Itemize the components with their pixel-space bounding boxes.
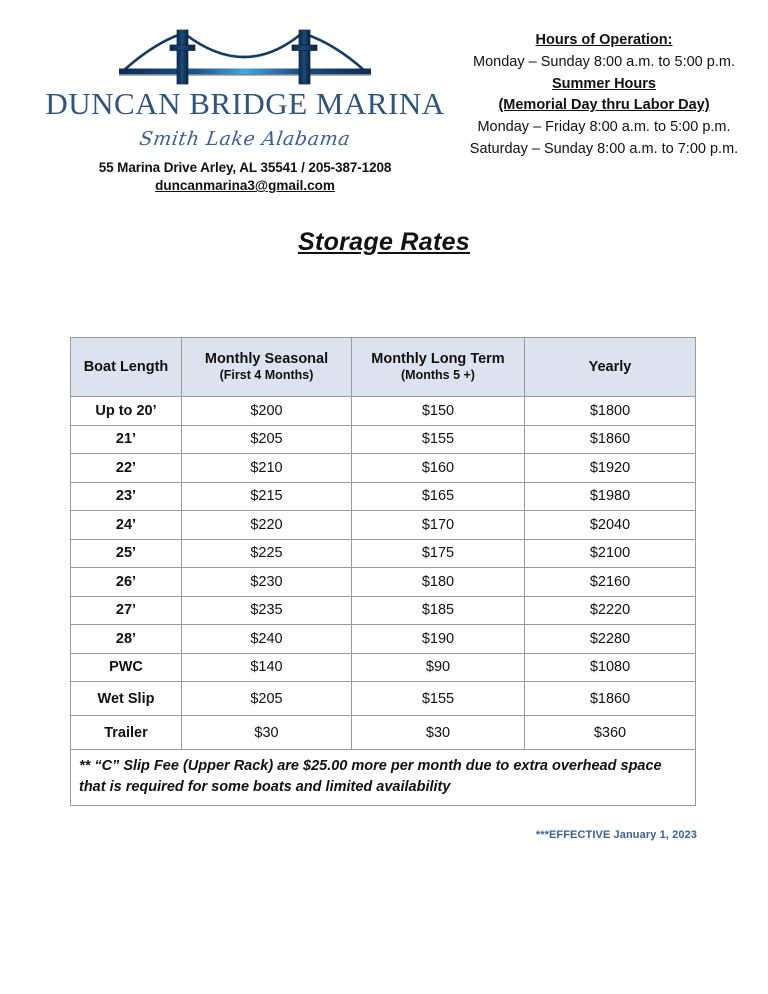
table-row [71, 539, 696, 568]
cell-yearly: $2220 [525, 596, 696, 625]
hours-regular: Monday – Sunday 8:00 a.m. to 5:00 p.m. [473, 53, 735, 70]
table-row [71, 653, 696, 682]
brand-email-link[interactable]: duncanmarina3@gmail.com [155, 178, 335, 193]
summer-hours-heading: Summer Hours [552, 75, 656, 92]
cell-yearly: $1980 [525, 482, 696, 511]
cell-monthly-seasonal: $220 [182, 511, 352, 540]
table-row [71, 425, 696, 454]
summer-hours-weekday: Monday – Friday 8:00 a.m. to 5:00 p.m. [477, 119, 731, 135]
cell-monthly-seasonal: $205 [182, 682, 352, 716]
column-header-sub: (First 4 Months) [219, 368, 314, 383]
table-row [71, 596, 696, 625]
table-row [71, 511, 696, 540]
cell-yearly: $1860 [525, 425, 696, 454]
cell-monthly-seasonal: $210 [182, 454, 352, 483]
effective-date-note: ***EFFECTIVE January 1, 2023 [535, 829, 697, 841]
column-header-sub: (Months 5 +) [401, 368, 475, 383]
cell-monthly-long-term: $185 [352, 596, 525, 625]
brand-address: 55 Marina Drive Arley, AL 35541 / 205-387-1208 [98, 160, 392, 175]
cell-yearly: $1800 [525, 397, 696, 426]
cell-boat-length: Wet Slip [71, 682, 182, 716]
table-row [71, 716, 696, 750]
cell-boat-length: 28’ [71, 625, 182, 654]
column-header-main: Monthly Long Term [371, 351, 505, 368]
cell-monthly-long-term: $30 [352, 716, 525, 750]
brand-block [40, 24, 450, 193]
cell-yearly: $2160 [525, 568, 696, 597]
hours-of-operation-block [440, 30, 768, 161]
cell-monthly-long-term: $180 [352, 568, 525, 597]
summer-hours-range: (Memorial Day thru Labor Day) [498, 97, 710, 114]
cell-monthly-seasonal: $30 [182, 716, 352, 750]
cell-monthly-long-term: $150 [352, 397, 525, 426]
cell-monthly-long-term: $190 [352, 625, 525, 654]
cell-monthly-seasonal: $205 [182, 425, 352, 454]
table-row [71, 482, 696, 511]
cell-yearly: $1920 [525, 454, 696, 483]
cell-boat-length: 21’ [71, 425, 182, 454]
column-header-main: Monthly Seasonal [204, 351, 329, 368]
table-row [71, 682, 696, 716]
cell-boat-length: 26’ [71, 568, 182, 597]
cell-boat-length: 25’ [71, 539, 182, 568]
cell-boat-length: 27’ [71, 596, 182, 625]
table-row [71, 625, 696, 654]
cell-monthly-long-term: $165 [352, 482, 525, 511]
cell-yearly: $2100 [525, 539, 696, 568]
cell-boat-length: PWC [71, 653, 182, 682]
column-header-yearly [525, 338, 696, 397]
brand-tagline: Smith Lake Alabama [138, 128, 352, 150]
cell-monthly-long-term: $155 [352, 682, 525, 716]
cell-boat-length: 22’ [71, 454, 182, 483]
cell-monthly-long-term: $90 [352, 653, 525, 682]
column-header-main: Boat Length [83, 358, 169, 375]
cell-monthly-seasonal: $225 [182, 539, 352, 568]
column-header-monthly-seasonal [182, 338, 352, 397]
table-header-row [71, 338, 696, 397]
cell-monthly-seasonal: $215 [182, 482, 352, 511]
cell-yearly: $1860 [525, 682, 696, 716]
cell-monthly-long-term: $160 [352, 454, 525, 483]
column-header-boat-length [71, 338, 182, 397]
cell-boat-length: 23’ [71, 482, 182, 511]
column-header-monthly-long-term [352, 338, 525, 397]
document-header [0, 0, 768, 200]
storage-rates-table [70, 337, 696, 806]
cell-monthly-seasonal: $140 [182, 653, 352, 682]
cell-yearly: $2040 [525, 511, 696, 540]
cell-yearly: $2280 [525, 625, 696, 654]
cell-monthly-seasonal: $240 [182, 625, 352, 654]
slip-fee-note: ** “C” Slip Fee (Upper Rack) are $25.00 more per month due to extra overhead space that is required for some boats and limited availability [71, 750, 696, 806]
cell-monthly-seasonal: $230 [182, 568, 352, 597]
column-header-main: Yearly [588, 358, 632, 375]
page-title: Storage Rates [297, 228, 470, 256]
suspension-bridge-icon [115, 24, 375, 86]
cell-yearly: $1080 [525, 653, 696, 682]
table-footnote-row [71, 750, 696, 806]
summer-hours-weekend: Saturday – Sunday 8:00 a.m. to 7:00 p.m. [469, 140, 739, 157]
cell-monthly-long-term: $170 [352, 511, 525, 540]
table-row [71, 568, 696, 597]
cell-monthly-seasonal: $200 [182, 397, 352, 426]
cell-boat-length: Trailer [71, 716, 182, 750]
cell-boat-length: Up to 20’ [71, 397, 182, 426]
table-row [71, 397, 696, 426]
cell-yearly: $360 [525, 716, 696, 750]
table-row [71, 454, 696, 483]
cell-boat-length: 24’ [71, 511, 182, 540]
cell-monthly-long-term: $175 [352, 539, 525, 568]
brand-name: DUNCAN BRIDGE MARINA [45, 86, 445, 121]
cell-monthly-seasonal: $235 [182, 596, 352, 625]
hours-heading: Hours of Operation: [535, 32, 673, 48]
cell-monthly-long-term: $155 [352, 425, 525, 454]
